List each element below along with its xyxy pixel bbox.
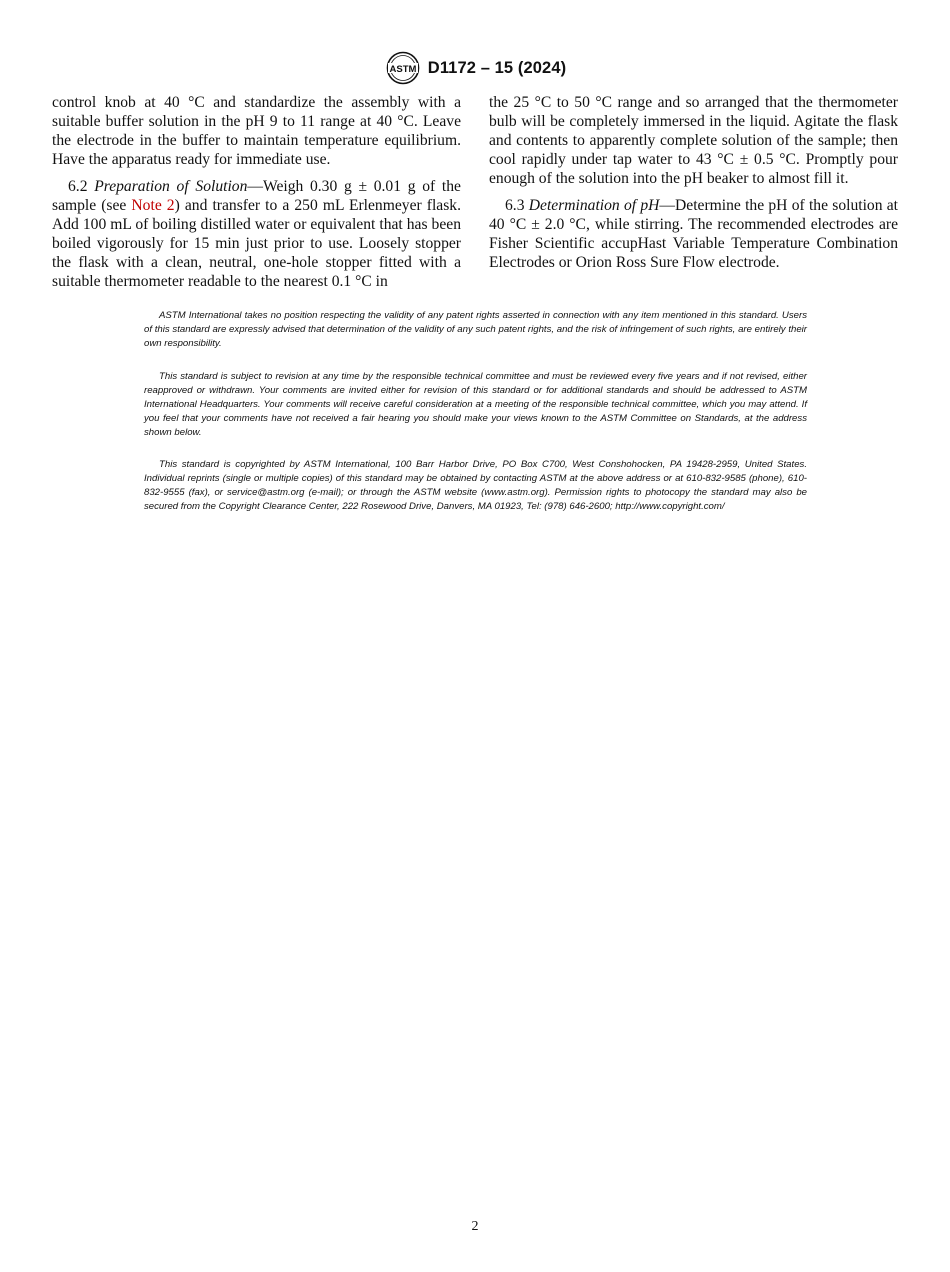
left-column bbox=[52, 93, 461, 299]
patent-notice bbox=[144, 309, 807, 351]
document-designation: D1172 – 15 (2024) bbox=[427, 58, 567, 77]
astm-logo-text: ASTM bbox=[389, 64, 417, 75]
patent-notice-text: ASTM International takes no position respecting the validity of any patent rights asserted in connection with any item mentioned in this standard. Users of this standard are expressly advised that determination of the validity of any such patent rights, and the risk of infringement of such rights, are entirely their own responsibility. bbox=[144, 310, 807, 349]
section-title: Preparation of Solution bbox=[94, 178, 248, 195]
section-title: Determination of pH bbox=[528, 197, 660, 214]
note-2-link[interactable]: Note 2 bbox=[131, 197, 175, 214]
page-number: 2 bbox=[471, 1219, 479, 1234]
paragraph-continuation: the 25 °C to 50 °C range and so arranged that the thermometer bulb will be completely immersed in the liquid. Agitate the flask and contents to apparently complete solution of the sample; then cool rapidly under tap water to 43 °C ± 0.5 °C. Promptly pour enough of the solution into the pH beaker to almost fill it. bbox=[489, 94, 898, 187]
section-text: —Weigh 0.30 g ± 0.01 g of the sample (see bbox=[52, 178, 461, 214]
page-header bbox=[0, 50, 950, 86]
astm-logo-icon bbox=[384, 51, 422, 85]
paragraph-continuation: control knob at 40 °C and standardize the assembly with a suitable buffer solution in the pH 9 to 11 range at 40 °C. Leave the electrode in the buffer to maintain temperature equilibrium. Have the apparatus ready for immediate use. bbox=[52, 94, 461, 168]
section-number: 6.2 bbox=[68, 178, 88, 195]
revision-notice-text: This standard is subject to revision at any time by the responsible technical committee and must be reviewed every five years and if not revised, either reapproved or withdrawn. Your comments are invited either for revision of this standard or for additional standards and should be addressed to ASTM International Headquarters. Your comments will receive careful consideration at a meeting of the responsible technical committee, which you may attend. If you feel that your comments have not received a fair hearing you should make your views known to the ASTM Committee on Standards, at the address shown below. bbox=[144, 371, 807, 438]
section-text: —Determine the pH of the solution at 40 °C ± 2.0 °C, while stirring. The recommended electrodes are Fisher Scientific accupHast Variable Temperature Combination Electrodes or Orion Ross Sure Flow electrode. bbox=[489, 197, 899, 271]
section-text: ) and transfer to a 250 mL Erlenmeyer flask. Add 100 mL of boiling distilled water or equivalent that has been boiled vigorously for 15 min just prior to use. Loosely stopper the flask with a clean, neutral, one-hole stopper fitted with a suitable thermometer readable to the nearest 0.1 °C in bbox=[52, 197, 461, 290]
section-6-2 bbox=[52, 177, 461, 291]
revision-notice bbox=[144, 370, 807, 440]
right-column bbox=[489, 93, 898, 280]
section-number: 6.3 bbox=[505, 197, 525, 214]
section-6-3 bbox=[489, 196, 898, 272]
copyright-notice-text: This standard is copyrighted by ASTM International, 100 Barr Harbor Drive, PO Box C700, West Conshohocken, PA 19428-2959, United States. Individual reprints (single or multiple copies) of this standard may be obtained by contacting ASTM at the above address or at 610-832-9585 (phone), 610-832-9555 (fax), or service@astm.org (e-mail); or through the ASTM website (www.astm.org). Permission rights to photocopy the standard may also be secured from the Copyright Clearance Center, 222 Rosewood Drive, Danvers, MA 01923, Tel: (978) 646-2600; http://www.copyright.com/ bbox=[144, 459, 807, 512]
copyright-notice bbox=[144, 458, 807, 514]
